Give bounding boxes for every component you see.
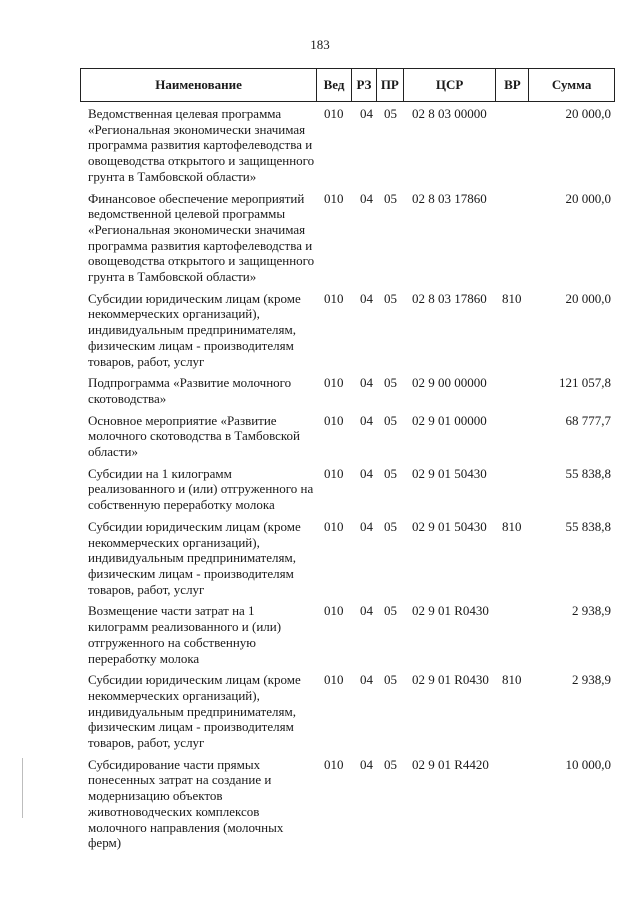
table-row <box>80 375 615 406</box>
row-csr: 02 9 01 50430 <box>412 518 487 534</box>
row-sum: 55 838,8 <box>565 465 611 481</box>
row-name: Субсидии юридическим лицам (кроме некоммерческих организаций), индивидуальным предпринимателям, физическим лицам - производителям товаров, работ, услуг <box>88 672 301 751</box>
row-sum: 121 057,8 <box>559 375 611 391</box>
column-header-vr: ВР <box>495 69 528 101</box>
column-header-name: Наименование <box>155 77 242 92</box>
row-pr: 05 <box>384 412 397 428</box>
row-rz: 04 <box>360 672 373 688</box>
row-rz: 04 <box>360 375 373 391</box>
row-sum: 20 000,0 <box>565 190 611 206</box>
row-vr: 810 <box>502 518 522 534</box>
row-sum: 20 000,0 <box>565 290 611 306</box>
row-csr: 02 9 01 R0430 <box>412 672 489 688</box>
row-name: Финансовое обеспечение мероприятий ведомственной целевой программы «Региональная экономически значимая программа развития картофелеводства и овощеводства открытого и защищенного грунта в Тамбовской области» <box>88 190 315 285</box>
table-row <box>80 466 615 513</box>
row-vr: 810 <box>502 672 522 688</box>
row-name: Субсидии на 1 килограмм реализованного и (или) отгруженного на собственную переработку молока <box>88 465 314 513</box>
row-ved: 010 <box>324 672 344 688</box>
row-sum: 2 938,9 <box>572 672 611 688</box>
row-name: Возмещение части затрат на 1 килограмм реализованного и (или) отгруженного на собственную переработку молока <box>88 603 282 666</box>
row-pr: 05 <box>384 190 397 206</box>
row-csr: 02 9 01 50430 <box>412 465 487 481</box>
column-header-sum: Сумма <box>528 69 614 101</box>
row-name: Субсидирование части прямых понесенных затрат на создание и модернизацию объектов животноводческих комплексов молочного направления (молочных ферм) <box>88 756 284 851</box>
table-row <box>80 106 615 185</box>
row-pr: 05 <box>384 672 397 688</box>
row-rz: 04 <box>360 603 373 619</box>
row-name: Основное мероприятие «Развитие молочного скотоводства в Тамбовской области» <box>88 412 301 460</box>
row-rz: 04 <box>360 756 373 772</box>
row-ved: 010 <box>324 290 344 306</box>
page-number: 183 <box>310 37 330 52</box>
row-rz: 04 <box>360 518 373 534</box>
table-row <box>80 603 615 666</box>
row-csr: 02 9 01 R0430 <box>412 603 489 619</box>
row-ved: 010 <box>324 518 344 534</box>
row-rz: 04 <box>360 290 373 306</box>
row-name: Субсидии юридическим лицам (кроме некоммерческих организаций), индивидуальным предпринимателям, физическим лицам - производителям товаров, работ, услуг <box>88 290 301 369</box>
row-sum: 68 777,7 <box>565 412 611 428</box>
row-ved: 010 <box>324 412 344 428</box>
row-csr: 02 9 00 00000 <box>412 375 487 391</box>
row-pr: 05 <box>384 290 397 306</box>
row-sum: 20 000,0 <box>565 106 611 121</box>
column-header-pr: ПР <box>376 69 403 101</box>
row-name: Ведомственная целевая программа «Региональная экономически значимая программа развития картофелеводства и овощеводства открытого и защищенного грунта в Тамбовской области» <box>88 106 315 184</box>
table-row <box>80 757 615 851</box>
scan-artifact-line <box>22 758 23 818</box>
table-row <box>80 519 615 598</box>
row-name: Субсидии юридическим лицам (кроме некоммерческих организаций), индивидуальным предпринимателям, физическим лицам - производителям товаров, работ, услуг <box>88 518 301 597</box>
table-row <box>80 291 615 370</box>
row-pr: 05 <box>384 106 397 121</box>
row-csr: 02 8 03 00000 <box>412 106 487 121</box>
row-csr: 02 9 01 R4420 <box>412 756 489 772</box>
row-pr: 05 <box>384 375 397 391</box>
table-row <box>80 413 615 460</box>
row-ved: 010 <box>324 106 344 121</box>
row-sum: 10 000,0 <box>565 756 611 772</box>
table-row <box>80 191 615 285</box>
row-vr: 810 <box>502 290 522 306</box>
row-ved: 010 <box>324 465 344 481</box>
row-sum: 55 838,8 <box>565 518 611 534</box>
row-ved: 010 <box>324 375 344 391</box>
row-pr: 05 <box>384 756 397 772</box>
row-sum: 2 938,9 <box>572 603 611 619</box>
row-rz: 04 <box>360 465 373 481</box>
row-pr: 05 <box>384 465 397 481</box>
table-row <box>80 672 615 751</box>
row-csr: 02 9 01 00000 <box>412 412 487 428</box>
row-ved: 010 <box>324 190 344 206</box>
row-rz: 04 <box>360 190 373 206</box>
row-csr: 02 8 03 17860 <box>412 290 487 306</box>
row-pr: 05 <box>384 518 397 534</box>
row-csr: 02 8 03 17860 <box>412 190 487 206</box>
row-rz: 04 <box>360 106 373 121</box>
row-rz: 04 <box>360 412 373 428</box>
row-ved: 010 <box>324 756 344 772</box>
row-name: Подпрограмма «Развитие молочного скотоводства» <box>88 375 292 406</box>
table-header <box>80 68 615 102</box>
column-header-csr: ЦСР <box>403 69 496 101</box>
row-pr: 05 <box>384 603 397 619</box>
row-ved: 010 <box>324 603 344 619</box>
column-header-rz: РЗ <box>351 69 376 101</box>
column-header-ved: Вед <box>316 69 351 101</box>
table-body <box>80 102 615 851</box>
